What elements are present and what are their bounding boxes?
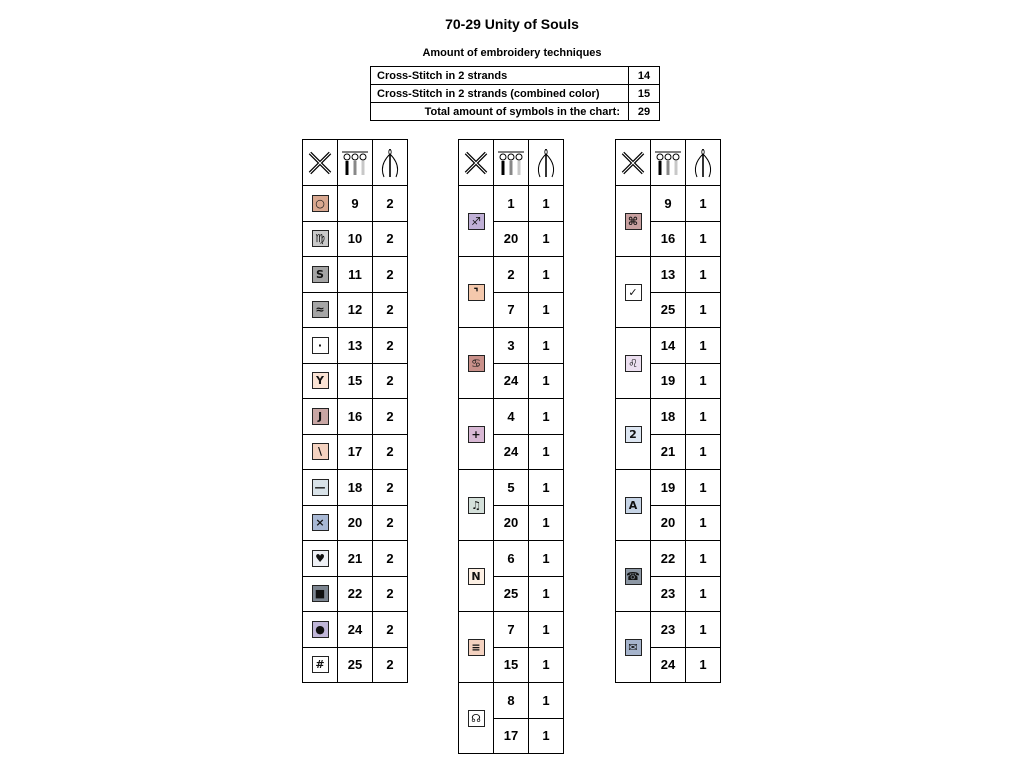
strand-count: 1: [686, 434, 721, 470]
thread-number: 15: [494, 647, 529, 683]
thread-number: 24: [494, 434, 529, 470]
strand-count: 1: [529, 718, 564, 754]
symbol-cell: [616, 328, 651, 399]
symbol-cell: [303, 257, 338, 293]
thread-number: 21: [651, 434, 686, 470]
key-header-threads: [494, 140, 529, 186]
summary-label: Cross-Stitch in 2 strands (combined color): [371, 85, 629, 103]
stitch-symbol-swatch: ♐: [468, 213, 485, 230]
strand-count: 1: [686, 505, 721, 541]
thread-number: 12: [338, 292, 373, 328]
key-row: [303, 612, 408, 648]
strand-count: 1: [686, 399, 721, 435]
key-row: [459, 541, 564, 577]
summary-value: 29: [629, 103, 660, 121]
strand-count: 2: [373, 576, 408, 612]
symbol-cell: [459, 612, 494, 683]
symbol-cell: [303, 505, 338, 541]
thread-number: 16: [338, 399, 373, 435]
thread-number: 24: [338, 612, 373, 648]
symbol-cell: [303, 363, 338, 399]
stitch-symbol-swatch: +: [468, 426, 485, 443]
thread-number: 25: [494, 576, 529, 612]
strand-count: 1: [686, 576, 721, 612]
key-row: [616, 257, 721, 293]
thread-number: 23: [651, 612, 686, 648]
key-header-threads: [651, 140, 686, 186]
symbol-cell: [303, 186, 338, 222]
symbol-cell: [459, 399, 494, 470]
thread-number: 10: [338, 221, 373, 257]
strand-count: 1: [686, 470, 721, 506]
thread-color-icon: [340, 149, 370, 177]
key-row: [303, 647, 408, 683]
symbol-cell: [616, 257, 651, 328]
thread-number: 7: [494, 612, 529, 648]
thread-number: 17: [338, 434, 373, 470]
stitch-symbol-swatch: ×: [312, 514, 329, 531]
thread-number: 14: [651, 328, 686, 364]
symbol-cell: [303, 328, 338, 364]
key-row: [616, 541, 721, 577]
key-row: [616, 328, 721, 364]
summary-row: [371, 67, 660, 85]
key-row: [303, 186, 408, 222]
strand-count: 2: [373, 328, 408, 364]
stitch-symbol-swatch: A: [625, 497, 642, 514]
strand-count: 1: [529, 221, 564, 257]
stitch-symbol-swatch: ⌝: [468, 284, 485, 301]
symbol-cell: [459, 541, 494, 612]
strand-count: 1: [686, 292, 721, 328]
strand-count: 1: [686, 186, 721, 222]
thread-number: 11: [338, 257, 373, 293]
strand-count: 1: [686, 612, 721, 648]
key-header-stitch: [459, 140, 494, 186]
key-row: [459, 399, 564, 435]
symbol-cell: [616, 470, 651, 541]
cross-stitch-icon: [619, 149, 647, 177]
thread-number: 22: [338, 576, 373, 612]
thread-number: 20: [494, 505, 529, 541]
symbol-cell: [616, 399, 651, 470]
thread-number: 5: [494, 470, 529, 506]
stitch-symbol-swatch: ●: [312, 621, 329, 638]
stitch-symbol-swatch: ♫: [468, 497, 485, 514]
stitch-symbol-swatch: J: [312, 408, 329, 425]
thread-number: 23: [651, 576, 686, 612]
summary-row: [371, 85, 660, 103]
symbol-cell: [616, 612, 651, 683]
symbol-cell: [616, 541, 651, 612]
summary-value: 14: [629, 67, 660, 85]
thread-number: 20: [338, 505, 373, 541]
stitch-symbol-swatch: ■: [312, 585, 329, 602]
stitch-symbol-swatch: #: [312, 656, 329, 673]
thread-number: 15: [338, 363, 373, 399]
strand-count: 1: [529, 186, 564, 222]
summary-label: Total amount of symbols in the chart:: [371, 103, 629, 121]
strand-count: 2: [373, 470, 408, 506]
strand-count: 1: [529, 612, 564, 648]
stitch-symbol-swatch: ♍: [312, 230, 329, 247]
symbol-cell: [459, 470, 494, 541]
needle-icon: [534, 148, 558, 178]
strand-count: 1: [529, 328, 564, 364]
thread-number: 24: [494, 363, 529, 399]
key-row: [459, 186, 564, 222]
symbol-cell: [303, 221, 338, 257]
stitch-symbol-swatch: N: [468, 568, 485, 585]
symbol-cell: [303, 434, 338, 470]
symbol-cell: [303, 399, 338, 435]
strand-count: 2: [373, 363, 408, 399]
key-header-row: [616, 140, 721, 186]
stitch-symbol-swatch: ≡: [468, 639, 485, 656]
strand-count: 2: [373, 612, 408, 648]
strand-count: 2: [373, 434, 408, 470]
stitch-symbol-swatch: ·: [312, 337, 329, 354]
thread-number: 22: [651, 541, 686, 577]
strand-count: 2: [373, 647, 408, 683]
key-row: [303, 505, 408, 541]
key-row: [303, 470, 408, 506]
key-header-stitch: [616, 140, 651, 186]
key-row: [459, 257, 564, 293]
strand-count: 1: [529, 399, 564, 435]
key-header-strands: [529, 140, 564, 186]
key-row: [616, 186, 721, 222]
key-row: [303, 576, 408, 612]
key-header-strands: [686, 140, 721, 186]
stitch-symbol-swatch: 2: [625, 426, 642, 443]
key-row: [459, 683, 564, 719]
thread-number: 19: [651, 470, 686, 506]
symbol-cell: [303, 541, 338, 577]
thread-number: 18: [338, 470, 373, 506]
needle-icon: [691, 148, 715, 178]
thread-color-icon: [496, 149, 526, 177]
symbol-cell: [303, 576, 338, 612]
summary-label: Cross-Stitch in 2 strands: [371, 67, 629, 85]
chart-title: 70-29 Unity of Souls: [445, 16, 579, 32]
symbol-cell: [459, 683, 494, 754]
thread-number: 9: [338, 186, 373, 222]
key-row: [616, 399, 721, 435]
cross-stitch-icon: [306, 149, 334, 177]
stitch-symbol-swatch: ⌘: [625, 213, 642, 230]
needle-icon: [378, 148, 402, 178]
stitch-symbol-swatch: \: [312, 443, 329, 460]
key-row: [303, 363, 408, 399]
thread-color-icon: [653, 149, 683, 177]
strand-count: 2: [373, 257, 408, 293]
key-header-stitch: [303, 140, 338, 186]
strand-count: 2: [373, 292, 408, 328]
techniques-summary-table: [370, 66, 660, 121]
thread-number: 13: [651, 257, 686, 293]
strand-count: 2: [373, 186, 408, 222]
stitch-symbol-swatch: Y: [312, 372, 329, 389]
strand-count: 1: [686, 257, 721, 293]
thread-number: 17: [494, 718, 529, 754]
key-row: [303, 399, 408, 435]
symbol-key-table-2: [458, 139, 564, 754]
thread-number: 3: [494, 328, 529, 364]
key-header-row: [303, 140, 408, 186]
thread-number: 2: [494, 257, 529, 293]
key-row: [303, 221, 408, 257]
key-row: [303, 257, 408, 293]
stitch-symbol-swatch: —: [312, 479, 329, 496]
stitch-symbol-swatch: ♥: [312, 550, 329, 567]
strand-count: 1: [529, 576, 564, 612]
key-row: [459, 612, 564, 648]
key-header-threads: [338, 140, 373, 186]
thread-number: 25: [651, 292, 686, 328]
stitch-symbol-swatch: ♋: [468, 355, 485, 372]
thread-number: 20: [651, 505, 686, 541]
strand-count: 1: [686, 328, 721, 364]
thread-number: 16: [651, 221, 686, 257]
strand-count: 2: [373, 399, 408, 435]
symbol-cell: [303, 612, 338, 648]
thread-number: 19: [651, 363, 686, 399]
cross-stitch-icon: [462, 149, 490, 177]
key-row: [303, 328, 408, 364]
stitch-symbol-swatch: ○: [312, 195, 329, 212]
thread-number: 25: [338, 647, 373, 683]
symbol-cell: [303, 470, 338, 506]
symbol-cell: [459, 186, 494, 257]
thread-number: 4: [494, 399, 529, 435]
thread-number: 8: [494, 683, 529, 719]
thread-number: 20: [494, 221, 529, 257]
key-row: [303, 541, 408, 577]
thread-number: 6: [494, 541, 529, 577]
key-row: [616, 612, 721, 648]
thread-number: 1: [494, 186, 529, 222]
strand-count: 2: [373, 221, 408, 257]
strand-count: 1: [529, 541, 564, 577]
thread-number: 18: [651, 399, 686, 435]
techniques-subtitle: Amount of embroidery techniques: [422, 47, 602, 59]
strand-count: 1: [686, 541, 721, 577]
stitch-symbol-swatch: ✓: [625, 284, 642, 301]
key-row: [459, 470, 564, 506]
stitch-symbol-swatch: ≈: [312, 301, 329, 318]
symbol-cell: [459, 328, 494, 399]
strand-count: 2: [373, 541, 408, 577]
strand-count: 1: [529, 505, 564, 541]
summary-row: [371, 103, 660, 121]
symbol-cell: [459, 257, 494, 328]
strand-count: 1: [529, 257, 564, 293]
symbol-cell: [616, 186, 651, 257]
key-header-row: [459, 140, 564, 186]
strand-count: 1: [686, 647, 721, 683]
thread-number: 21: [338, 541, 373, 577]
thread-number: 13: [338, 328, 373, 364]
strand-count: 2: [373, 505, 408, 541]
thread-number: 24: [651, 647, 686, 683]
strand-count: 1: [529, 470, 564, 506]
strand-count: 1: [529, 363, 564, 399]
key-row: [459, 328, 564, 364]
strand-count: 1: [686, 363, 721, 399]
key-row: [303, 292, 408, 328]
symbol-cell: [303, 647, 338, 683]
symbol-key-table-1: [302, 139, 408, 683]
thread-number: 9: [651, 186, 686, 222]
stitch-symbol-swatch: ✉: [625, 639, 642, 656]
stitch-symbol-swatch: ☊: [468, 710, 485, 727]
summary-value: 15: [629, 85, 660, 103]
strand-count: 1: [686, 221, 721, 257]
key-row: [303, 434, 408, 470]
strand-count: 1: [529, 434, 564, 470]
strand-count: 1: [529, 292, 564, 328]
stitch-symbol-swatch: ♌: [625, 355, 642, 372]
key-row: [616, 470, 721, 506]
stitch-symbol-swatch: S: [312, 266, 329, 283]
symbol-key-table-3: [615, 139, 721, 683]
strand-count: 1: [529, 683, 564, 719]
thread-number: 7: [494, 292, 529, 328]
stitch-symbol-swatch: ☎: [626, 569, 640, 583]
symbol-cell: [303, 292, 338, 328]
strand-count: 1: [529, 647, 564, 683]
key-header-strands: [373, 140, 408, 186]
